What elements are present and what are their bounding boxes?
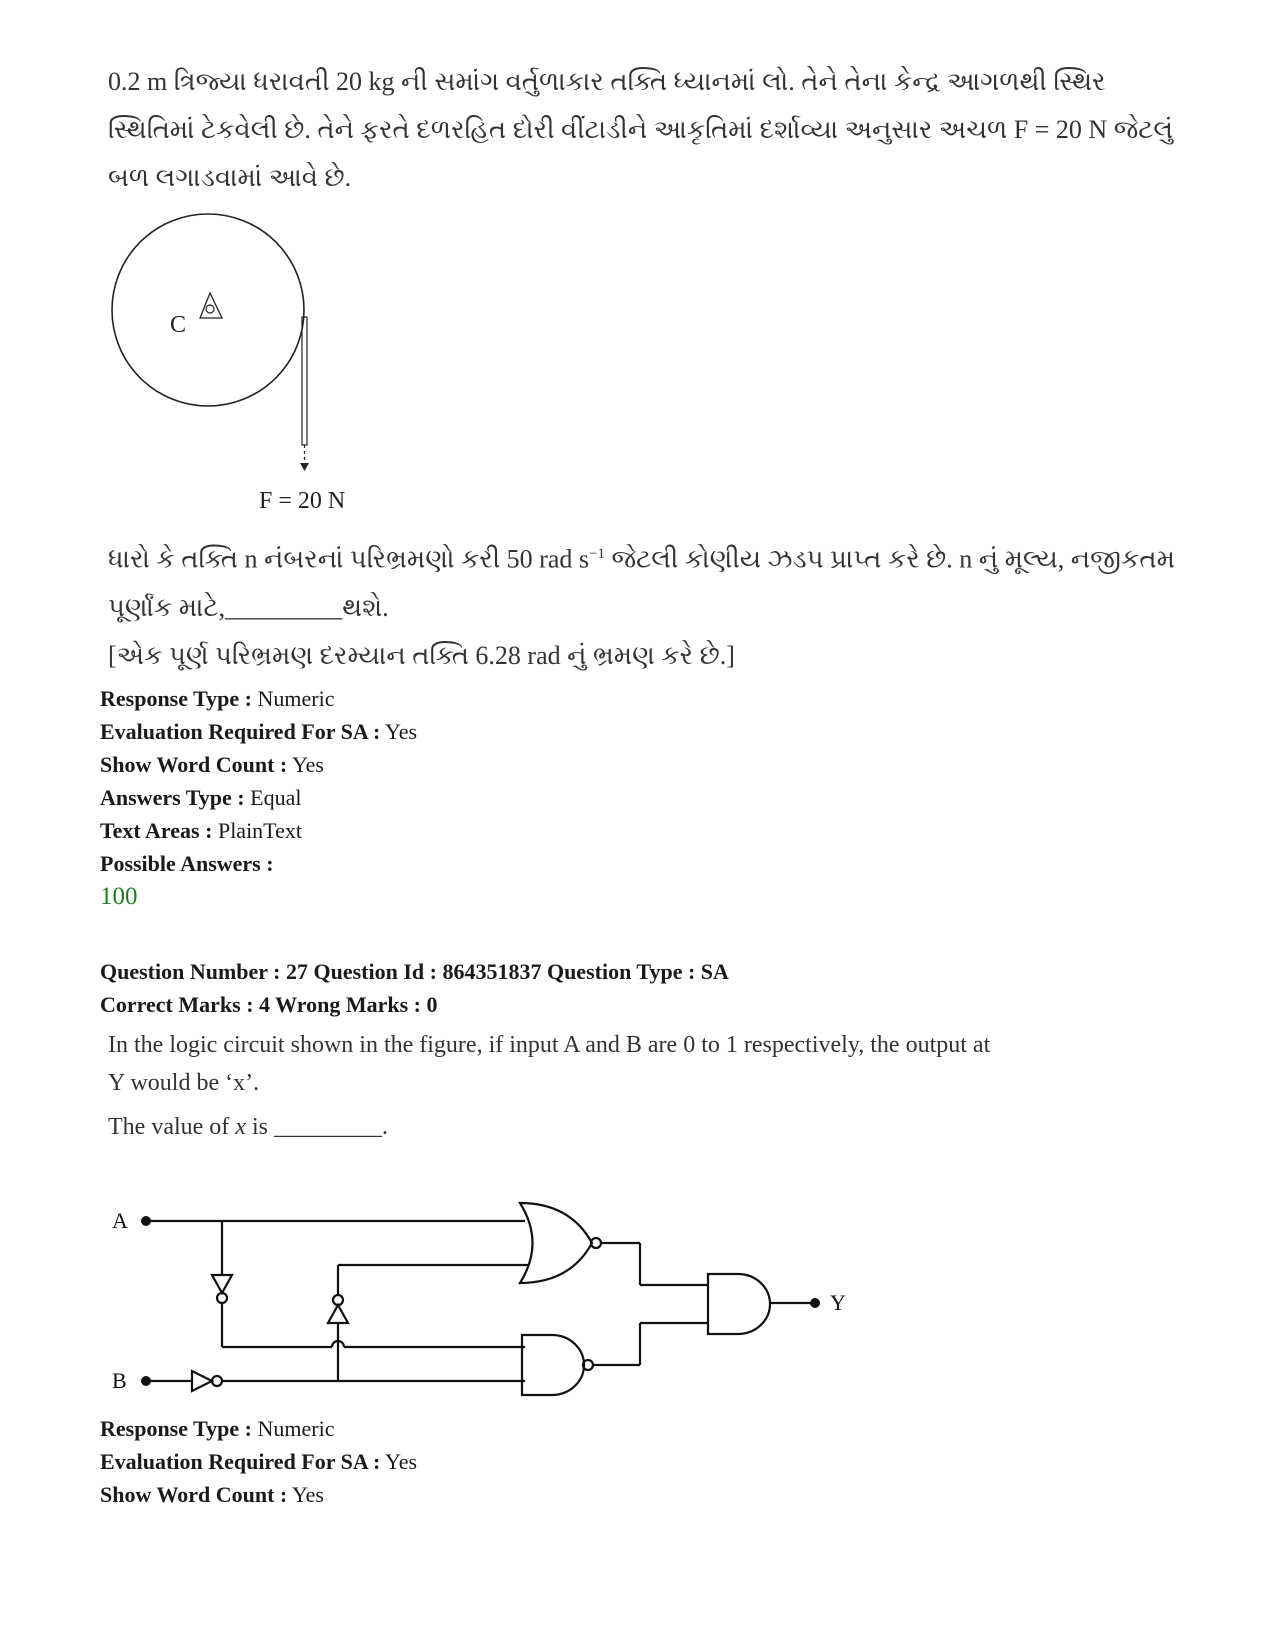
disc-circle bbox=[112, 214, 304, 406]
q26-question: ધારો કે તક્તિ n નંબરનાં પરિભ્રમણો કરી 50 rad $s^{-1}$ જેટલી કોણીય ઝડપ પ્રાપ્ત કરે છે. n નું મૂલ્ય, નજીકતમ પૂર્ણાંક માટે,_________થશે. bbox=[108, 544, 1175, 622]
center-label: C bbox=[170, 312, 187, 338]
meta-row: Possible Answers : bbox=[100, 851, 274, 876]
q27-header: Question Number : 27 Question Id : 864351837 Question Type : SA Correct Marks : 4 Wrong Marks : 0 bbox=[100, 959, 729, 1017]
input-b-label: B bbox=[112, 1368, 127, 1393]
meta-row: Evaluation Required For SA : Yes bbox=[100, 1449, 418, 1474]
meta-row: Show Word Count : Yes bbox=[100, 752, 324, 777]
q27-text: In the logic circuit shown in the figure, if input A and B are 0 to 1 respectively, the output at Y would be ‘x’. The value of x is _________. bbox=[108, 1032, 991, 1140]
disc-figure bbox=[100, 205, 400, 525]
meta-row: Text Areas : PlainText bbox=[100, 818, 302, 843]
logic-circuit bbox=[100, 1195, 880, 1425]
possible-answer: 100 bbox=[100, 883, 138, 910]
meta-row: Response Type : Numeric bbox=[100, 1416, 335, 1441]
meta-row: Evaluation Required For SA : Yes bbox=[100, 719, 418, 744]
string bbox=[302, 317, 307, 445]
output-y-terminal bbox=[810, 1298, 820, 1308]
output-y-label: Y bbox=[830, 1290, 846, 1315]
input-a-terminal bbox=[141, 1216, 151, 1226]
q26-note: [એક પૂર્ણ પરિભ્રમણ દરમ્યાન તક્તિ 6.28 rad નું ભ્રમણ કરે છે.] bbox=[108, 641, 735, 670]
not-gate-up bbox=[328, 1305, 348, 1323]
meta-row: Answers Type : Equal bbox=[100, 785, 302, 810]
not-gate-a bbox=[212, 1275, 232, 1293]
force-label: F = 20 N bbox=[259, 488, 346, 514]
nor-gate bbox=[520, 1203, 592, 1283]
and-gate bbox=[708, 1274, 770, 1334]
meta-row: Response Type : Numeric bbox=[100, 686, 335, 711]
force-arrow-icon bbox=[300, 463, 309, 471]
q26-intro: 0.2 m ત્રિજ્યા ધરાવતી 20 kg ની સમાંગ વર્તુળાકાર તક્તિ ધ્યાનમાં લો. તેને તેના કેન્દ્ર આગળથી સ્થિર સ્થિતિમાં ટેકવેલી છે. તેને ફરતે દળરહિત દોરી વીંટાડીને આકૃતિમાં દર્શાવ્યા અનુસાર અચળ F = 20 N જેટલું બળ લગાડવામાં આવે છે. bbox=[108, 67, 1174, 192]
q27-meta bbox=[100, 1412, 417, 1511]
meta-row: Show Word Count : Yes bbox=[100, 1482, 324, 1507]
q26-meta bbox=[100, 682, 417, 913]
not-gate-b bbox=[192, 1371, 212, 1391]
input-a-label: A bbox=[112, 1208, 128, 1233]
input-b-terminal bbox=[141, 1376, 151, 1386]
nand-gate bbox=[522, 1335, 584, 1395]
